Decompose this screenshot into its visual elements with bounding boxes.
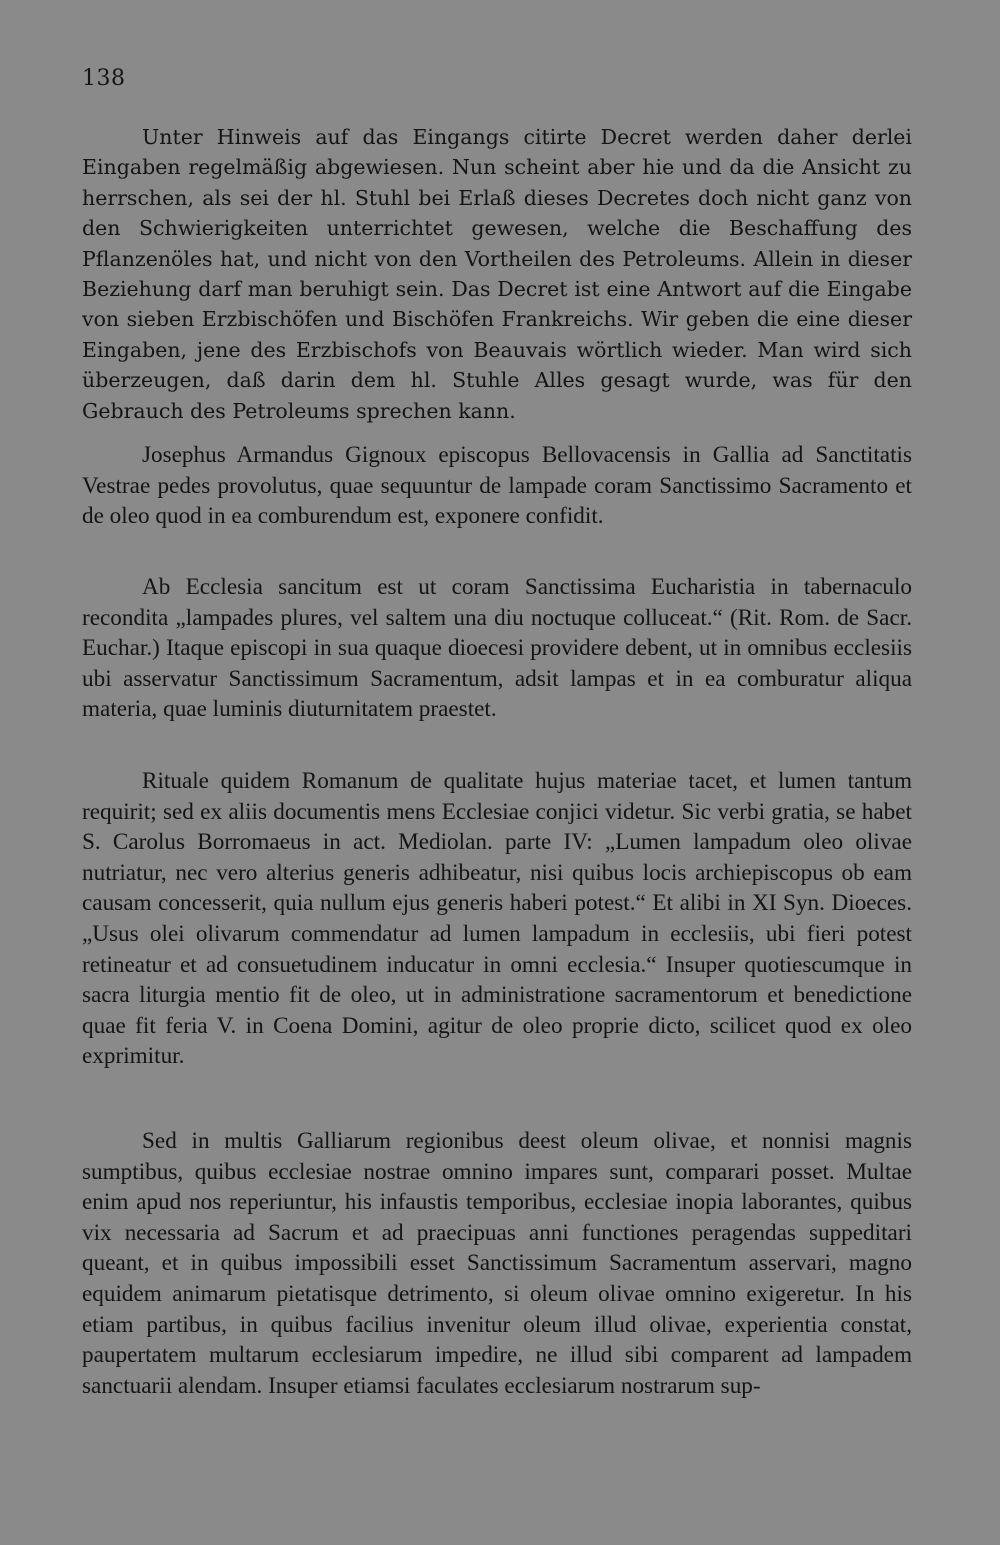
page-number: 138	[82, 66, 126, 91]
latin-paragraph-3: Rituale quidem Romanum de qualitate hujus materiae tacet, et lumen tantum requirit; sed ex aliis documentis mens Ecclesiae conjici videtur. Sic verbi gratia, se habet S. Carolus Borromaeus in act. Mediolan. parte IV: „Lumen lampadum oleo olivae nutriatur, nec vero alterius generis adhibeatur, nisi quibus locis archiepiscopus ob eam causam concesserit, quia nullum ejus generis haberi potest.“ Et alibi in XI Syn. Dioeces. „Usus olei olivarum commendatur ad lumen lampadum in ecclesiis, ubi fieri potest retineatur et ad consuetudinem inducatur in omni ecclesia.“ Insuper quotiescumque in sacra liturgia mentio fit de oleo, ut in administratione sacramentorum et benedictione quae fit feria V. in Coena Domini, agitur de oleo proprie dicto, scilicet quod ex oleo exprimitur.	[82, 768, 912, 1070]
german-paragraph: Unter Hinweis auf das Eingangs citirte Decret werden daher derlei Eingaben regelmäßig abgewiesen. Nun scheint aber hie und da die Ansicht zu herrschen, als sei der hl. Stuhl bei Erlaß dieses Decretes doch nicht ganz von den Schwierigkeiten unterrichtet gewesen, welche die Beschaffung des Pflanzenöles hat, und nicht von den Vortheilen des Petroleums. Allein in dieser Beziehung darf man beruhigt sein. Das Decret ist eine Antwort auf die Eingabe von sieben Erzbischöfen und Bischöfen Frankreichs. Wir geben die eine dieser Eingaben, jene des Erzbischofs von Beauvais wörtlich wieder. Man wird sich überzeugen, daß darin dem hl. Stuhle Alles gesagt wurde, was für den Gebrauch des Petroleums sprechen kann.	[82, 125, 912, 423]
latin-paragraph-1: Josephus Armandus Gignoux episcopus Bellovacensis in Gallia ad Sanctitatis Vestrae pedes provolutus, quae sequuntur de lampade coram Sanctissimo Sacramento et de oleo quod in ea comburendum est, exponere confidit.	[82, 442, 912, 530]
latin-paragraph-2: Ab Ecclesia sancitum est ut coram Sanctissima Eucharistia in tabernaculo recondita „lampades plures, vel saltem una diu noctuque colluceat.“ (Rit. Rom. de Sacr. Euchar.) Itaque episcopi in sua quaque dioecesi providere debent, ut in omnibus ecclesiis ubi asservatur Sanctissimum Sacramentum, adsit lampas et in ea comburatur aliqua materia, quae luminis diuturnitatem praestet.	[82, 574, 912, 723]
latin-paragraph-4: Sed in multis Galliarum regionibus deest oleum olivae, et nonnisi magnis sumptibus, quibus ecclesiae nostrae omnino impares sunt, comparari posset. Multae enim apud nos reperiuntur, his infaustis temporibus, ecclesiae inopia laborantes, quibus vix necessaria ad Sacrum et ad praecipuas anni functiones peragendas suppeditari queant, et in quibus impossibili esset Sanctissimum Sacramentum asservari, magno equidem animarum pietatisque detrimento, si oleum olivae omnino exigeretur. In his etiam partibus, in quibus facilius invenitur oleum illud olivae, experientia constat, paupertatem multarum ecclesiarum impedire, ne illud sibi comparent ad lampadem sanctuarii alendam. Insuper etiamsi faculates ecclesiarum nostrarum sup-	[82, 1128, 912, 1399]
